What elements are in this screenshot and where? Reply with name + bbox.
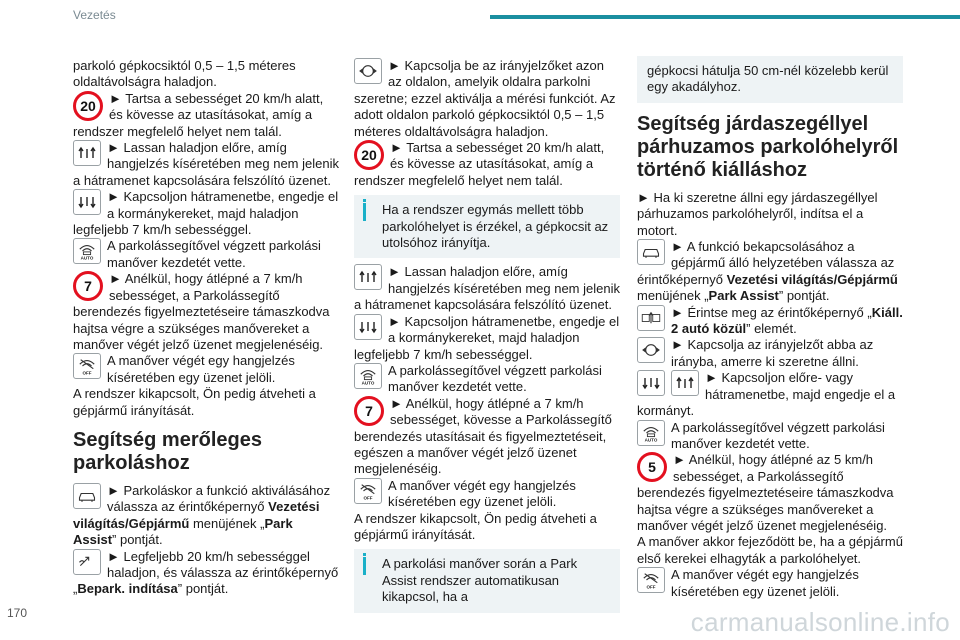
step-row bbox=[354, 363, 620, 396]
svg-text:AUTO: AUTO bbox=[361, 380, 375, 385]
indicator-steering-icon bbox=[354, 58, 382, 84]
info-note bbox=[354, 195, 620, 258]
paragraph: ► Anélkül, hogy átlépné a 7 km/h sebességet, kövesse a Parkolássegítő berendezés utasításait és figyelmeztetéseit, egészen a manőver végét jelző üzenet megjelenéséig. bbox=[354, 395, 612, 477]
step-row bbox=[637, 370, 903, 419]
reverse-gear-icon bbox=[354, 314, 382, 340]
speed-limit-icon: 20 bbox=[73, 91, 103, 121]
forward-gear-icon bbox=[73, 140, 101, 166]
step-row bbox=[637, 567, 903, 600]
step-row bbox=[73, 353, 339, 386]
step-row bbox=[637, 239, 903, 305]
paragraph: ► A funkció bekapcsolásához a gépjármű álló helyzetében válassza az érintőképernyő Vezetési világítás/Gépjármű menüjének „Park Assist” pontját. bbox=[637, 239, 898, 304]
step-row bbox=[354, 396, 620, 478]
paragraph: ► Anélkül, hogy átlépné a 7 km/h sebességet, a Parkolássegítő berendezés figyelmeztetéseire támaszkodva hajtsa végre a szükséges manővereket a manőver végét jelző üzenet megjelenéséig. bbox=[73, 271, 330, 352]
paragraph: ► Kapcsoljon hátramenetbe, engedje el a kormánykereket, majd haladjon legfeljebb 7 km/h sebességgel. bbox=[354, 313, 620, 362]
car-icon bbox=[637, 239, 665, 265]
speed-limit-icon: 20 bbox=[354, 140, 384, 170]
paragraph: ► Kapcsolja be az irányjelzőket azon az oldalon, amelyik oldalra parkolni szeretne; ezzel aktiválja a mérési funkciót. Az adott oldalon parkoló gépkocsiktól 0,5 – 1,5 méteres oldaltávolságra haladjon. bbox=[354, 58, 616, 139]
step-row bbox=[354, 140, 620, 189]
speed-limit-icon: 7 bbox=[73, 271, 103, 301]
info-icon bbox=[363, 203, 366, 221]
reverse-gear-icon bbox=[637, 370, 665, 396]
step-row bbox=[354, 264, 620, 313]
step-row bbox=[637, 452, 903, 534]
step-row bbox=[637, 305, 903, 338]
paragraph: A manőver akkor fejeződött be, ha a gépjármű első kerekei elhagyták a parkolóhelyet. bbox=[637, 534, 903, 566]
paragraph: ► Legfeljebb 20 km/h sebességgel haladjon, és válassza az érintőképernyő „Bepark. indítása” pontját. bbox=[73, 548, 339, 597]
paragraph: ► Anélkül, hogy átlépné az 5 km/h sebességet, a Parkolássegítő berendezés figyelmeztetéseire támaszkodva hajtsa végre a szükséges manővereket a manőver végét jelző üzenet megjelenéséig. bbox=[637, 452, 894, 533]
info-note bbox=[354, 549, 620, 612]
info-icon bbox=[363, 557, 366, 575]
park-assist-auto-icon bbox=[73, 238, 101, 264]
note-text: A parkolási manőver során a Park Assist rendszer automatikusan kikapcsol, ha a bbox=[382, 556, 578, 605]
paragraph: A manőver végét egy hangjelzés kíséretében egy üzenet jelöli. bbox=[388, 477, 576, 510]
info-note-continued bbox=[637, 56, 903, 103]
column-2 bbox=[354, 58, 620, 619]
section-heading: Segítség merőleges parkoláshoz bbox=[73, 428, 262, 474]
park-assist-off-icon bbox=[73, 353, 101, 379]
paragraph: ► Kapcsoljon előre- vagy hátramenetbe, majd engedje el a kormányt. bbox=[637, 370, 896, 419]
step-row bbox=[73, 238, 339, 271]
paragraph: A manőver végét egy hangjelzés kíséretében egy üzenet jelöli. bbox=[107, 353, 295, 385]
touch-select-icon bbox=[73, 549, 101, 575]
paragraph: A parkolássegítővel végzett parkolási manőver kezdetét vette. bbox=[388, 362, 602, 395]
step-row bbox=[73, 140, 339, 189]
paragraph: A rendszer kikapcsolt, Ön pedig átveheti a gépjármű irányítását. bbox=[354, 510, 597, 542]
car-icon bbox=[73, 483, 101, 509]
paragraph: ► Tartsa a sebességet 20 km/h alatt, és kövesse az utasításokat, amíg a rendszer megfelelő helyet nem talál. bbox=[73, 90, 324, 139]
step-row bbox=[73, 483, 339, 549]
step-row bbox=[73, 189, 339, 238]
paragraph: ► Kapcsolja az irányjelzőt abba az irányba, amerre ki szeretne állni. bbox=[671, 337, 874, 369]
step-row bbox=[73, 549, 339, 598]
paragraph: ► Tartsa a sebességet 20 km/h alatt, és kövesse az utasításokat, amíg a rendszer megfelelő helyet nem talál. bbox=[354, 140, 605, 188]
svg-text:OFF: OFF bbox=[363, 495, 373, 500]
column-1 bbox=[73, 58, 339, 598]
step-row bbox=[354, 58, 620, 140]
step-row bbox=[73, 271, 339, 353]
paragraph: ► Lassan haladjon előre, amíg hangjelzés kíséretében meg nem jelenik a hátramenet kapcsolására felszólító üzenet. bbox=[354, 264, 620, 313]
section-heading: Segítség járdaszegéllyel párhuzamos parkolóhelyről történő kiálláshoz bbox=[637, 112, 899, 181]
reverse-gear-icon bbox=[73, 189, 101, 215]
park-assist-auto-icon bbox=[354, 363, 382, 389]
step-row bbox=[637, 337, 903, 370]
park-assist-auto-icon bbox=[637, 420, 665, 446]
park-assist-off-icon bbox=[354, 478, 382, 504]
watermark: carmanualsonline.info bbox=[690, 607, 950, 637]
step-row bbox=[637, 420, 903, 453]
svg-text:OFF: OFF bbox=[82, 370, 92, 376]
step-row bbox=[354, 314, 620, 363]
header-accent-bar bbox=[490, 15, 960, 19]
forward-gear-icon bbox=[354, 264, 382, 290]
paragraph: A rendszer kikapcsolt, Ön pedig átveheti a gépjármű irányítását. bbox=[73, 386, 316, 418]
speed-limit-icon: 5 bbox=[637, 452, 667, 482]
paragraph: ► Parkoláskor a funkció aktiválásához válassza az érintőképernyő Vezetési világítás/Gépjármű menüjének „Park Assist” pontját. bbox=[73, 482, 331, 548]
paragraph: ► Kapcsoljon hátramenetbe, engedje el a kormánykereket, majd haladjon legfeljebb 7 km/h sebességgel. bbox=[73, 189, 339, 238]
paragraph: parkoló gépkocsiktól 0,5 – 1,5 méteres oldaltávolságra haladjon. bbox=[73, 58, 296, 90]
note-text: Ha a rendszer egymás mellett több parkolóhelyet is érzékel, a gépkocsit az utolsóhoz irányítja. bbox=[382, 202, 609, 251]
paragraph: A parkolássegítővel végzett parkolási manőver kezdetét vette. bbox=[671, 419, 885, 451]
chapter-title: Vezetés bbox=[73, 8, 116, 22]
paragraph: ► Ha ki szeretne állni egy járdaszegéllyel párhuzamos parkolóhelyről, indítsa el a motort. bbox=[637, 189, 878, 238]
paragraph: A parkolássegítővel végzett parkolási manőver kezdetét vette. bbox=[107, 238, 321, 270]
svg-text:OFF: OFF bbox=[646, 584, 656, 590]
indicator-steering-icon bbox=[637, 337, 665, 363]
paragraph: A manőver végét egy hangjelzés kíséretében egy üzenet jelöli. bbox=[671, 567, 859, 599]
svg-text:AUTO: AUTO bbox=[80, 256, 94, 261]
paragraph: ► Érintse meg az érintőképernyő „Kiáll. 2 autó közül” elemét. bbox=[671, 304, 903, 337]
forward-gear-icon bbox=[671, 370, 699, 396]
column-3 bbox=[637, 56, 903, 600]
page-number: 170 bbox=[7, 606, 28, 620]
svg-text:AUTO: AUTO bbox=[644, 437, 658, 442]
step-row bbox=[354, 478, 620, 511]
note-text: gépkocsi hátulja 50 cm-nél közelebb kerül egy akadályhoz. bbox=[647, 63, 889, 95]
exit-parking-icon bbox=[637, 305, 665, 331]
speed-limit-icon: 7 bbox=[354, 396, 384, 426]
step-row bbox=[73, 91, 339, 140]
paragraph: ► Lassan haladjon előre, amíg hangjelzés kíséretében meg nem jelenik a hátramenet kapcsolására felszólító üzenet. bbox=[73, 140, 339, 188]
park-assist-off-icon bbox=[637, 567, 665, 593]
